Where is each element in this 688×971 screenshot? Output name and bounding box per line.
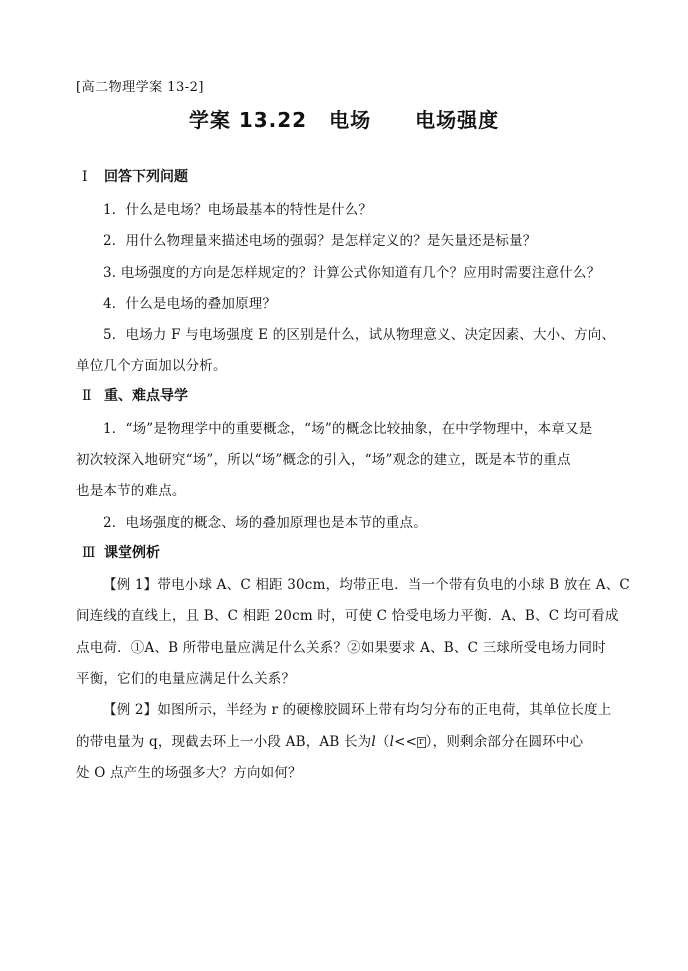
title-lesson-number: 学案 13.22 (188, 108, 308, 132)
question-1: 1．什么是电场？电场最基本的特性是什么？ (103, 202, 373, 218)
section-2-number: Ⅱ (82, 388, 92, 404)
variable-l-inner: l (389, 734, 395, 750)
question-5-line-1: 5．电场力 F 与电场强度 E 的区别是什么，试从物理意义、决定因素、大小、方向、 (103, 327, 616, 343)
example-2-line-2-text-a: 的带电量为 q，现截去环上一小段 AB，AB 长为 (76, 734, 372, 750)
much-less-than: << (394, 734, 418, 750)
example-2-line-2-text-b: ），则剩余部分在圆环中心 (425, 734, 584, 750)
title-topic-field: 电场 (329, 108, 372, 132)
question-3: 3. 电场强度的方向是怎样规定的？计算公式你知道有几个？应用时需要注意什么？ (103, 265, 601, 281)
question-2: 2．用什么物理量来描述电场的强弱？是怎样定义的？是矢量还是标量？ (103, 233, 537, 249)
example-2-line-3: 处 O 点产生的场强多大？方向如何？ (76, 765, 302, 781)
example-1-line-4: 平衡，它们的电量应满足什么关系？ (76, 671, 296, 687)
example-2-line-2 (76, 730, 616, 750)
section-2-paragraph-1-line-1: 1．“场”是物理学中的重要概念，“场”的概念比较抽象，在中学物理中，本章又是 (103, 421, 593, 437)
section-2-paragraph-1-line-2: 初次较深入地研究“场”，所以“场”概念的引入，“场”观念的建立，既是本节的重点 (76, 452, 571, 468)
question-5-line-2: 单位几个方面加以分析。 (76, 358, 227, 374)
section-2-paragraph-2: 2．电场强度的概念、场的叠加原理也是本节的重点。 (103, 515, 427, 531)
variable-r-image: r (419, 737, 424, 747)
page-title (0, 104, 688, 133)
section-2-heading (82, 385, 188, 405)
example-1-line-1: 【例 1】带电小球 A、C 相距 30cm，均带正电．当一个带有负电的小球 B 放在 A、C (103, 577, 630, 593)
section-1-heading (82, 166, 188, 186)
title-topic-strength: 电场强度 (415, 108, 500, 132)
section-3-heading (82, 542, 160, 562)
example-2-line-1: 【例 2】如图所示，半经为 r 的硬橡胶圆环上带有均匀分布的正电荷，其单位长度上 (103, 702, 612, 718)
variable-l: l (371, 734, 376, 750)
section-2-paragraph-1-line-3: 也是本节的难点。 (76, 483, 186, 499)
section-3-number: Ⅲ (82, 545, 96, 561)
section-1-number: Ⅰ (82, 169, 88, 185)
section-2-title: 重、难点导学 (104, 388, 188, 404)
section-3-title: 课堂例析 (104, 545, 160, 561)
question-4: 4．什么是电场的叠加原理？ (103, 296, 277, 312)
example-1-line-3: 点电荷．①A、B 所带电量应满足什么关系？②如果要求 A、B、C 三球所受电场力同时 (76, 640, 606, 656)
document-header: [高二物理学案 13-2] (76, 80, 204, 95)
section-1-title: 回答下列问题 (104, 169, 188, 185)
example-1-line-2: 间连线的直线上，且 B、C 相距 20cm 时，可使 C 恰受电场力平衡．A、B、C 均可看成 (76, 608, 619, 624)
paren-open: （ (375, 734, 390, 750)
